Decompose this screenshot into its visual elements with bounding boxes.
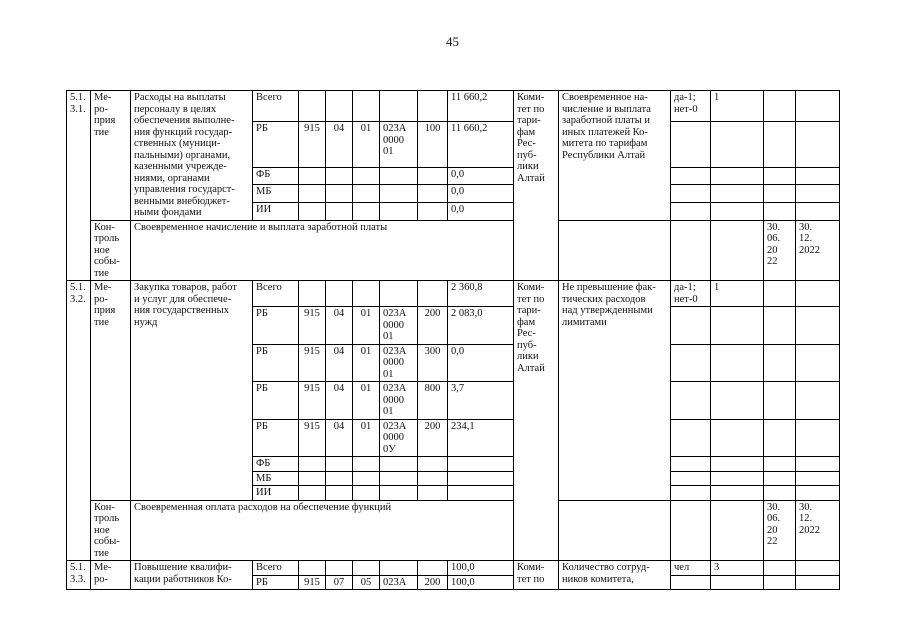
empty-cell	[671, 307, 711, 345]
control-event-row	[67, 220, 840, 281]
empty-cell	[764, 575, 796, 590]
control-date-end: 30. 12. 2022	[796, 220, 840, 281]
empty-cell	[796, 457, 840, 472]
section-code	[326, 471, 353, 486]
target-article-code: 023А 0000 01	[380, 382, 418, 420]
item-name: Закупка товаров, работ и услуг для обеспече- ния государственных нужд	[131, 281, 253, 501]
indicator-value: 3	[711, 561, 764, 576]
empty-cell	[671, 575, 711, 590]
target-article-code: 023А 0000 01	[380, 122, 418, 167]
expense-type-code	[418, 561, 448, 576]
funding-source: РБ	[253, 122, 299, 167]
table-row	[67, 91, 840, 122]
item-name: Расходы на выплаты персоналу в целях обеспечения выполне- ния функций государ- ственных (муници- пальными) органами, казенными учрежде- ниями, органами управления государст- венными внебюджет- ными фондами	[131, 91, 253, 221]
indicator-unit: да-1; нет-0	[671, 91, 711, 122]
table-row	[67, 281, 840, 307]
expense-type-code	[418, 457, 448, 472]
empty-cell	[711, 122, 764, 167]
empty-cell	[711, 307, 764, 345]
control-event-type: Кон- троль ное собы- тие	[91, 500, 131, 561]
empty-cell	[764, 91, 796, 122]
amount: 2 083,0	[448, 307, 514, 345]
indicator-value: 1	[711, 281, 764, 307]
funding-source: ИИ	[253, 202, 299, 220]
grbs-code	[299, 167, 326, 185]
funding-source: ФБ	[253, 457, 299, 472]
section-code	[326, 202, 353, 220]
empty-cell	[796, 307, 840, 345]
amount: 0,0	[448, 344, 514, 382]
target-article-code	[380, 457, 418, 472]
empty-cell	[711, 185, 764, 203]
amount	[448, 457, 514, 472]
expected-result: Количество сотруд- ников комитета,	[559, 561, 671, 590]
expense-type-code	[418, 185, 448, 203]
target-article-code	[380, 486, 418, 501]
section-code: 04	[326, 344, 353, 382]
target-article-code	[380, 167, 418, 185]
subsection-code: 01	[353, 419, 380, 457]
expense-type-code: 200	[418, 575, 448, 590]
amount: 3,7	[448, 382, 514, 420]
expense-type-code	[418, 281, 448, 307]
empty-cell	[711, 382, 764, 420]
section-code	[326, 457, 353, 472]
amount: 0,0	[448, 202, 514, 220]
subsection-code: 01	[353, 307, 380, 345]
empty-cell	[764, 382, 796, 420]
empty-cell	[671, 167, 711, 185]
funding-source: РБ	[253, 344, 299, 382]
amount: 11 660,2	[448, 91, 514, 122]
empty-cell	[711, 457, 764, 472]
expense-type-code: 200	[418, 419, 448, 457]
expected-result: Своевременное на- числение и выплата заработной платы и иных платежей Ко- митета по тарифам Республики Алтай	[559, 91, 671, 221]
empty-cell	[559, 500, 671, 561]
section-code: 07	[326, 575, 353, 590]
funding-source: Всего	[253, 281, 299, 307]
amount: 11 660,2	[448, 122, 514, 167]
section-code	[326, 167, 353, 185]
target-article-code	[380, 202, 418, 220]
expense-type-code: 200	[418, 307, 448, 345]
item-number: 5.1. 3.3.	[67, 561, 91, 590]
empty-cell	[711, 419, 764, 457]
control-event-row	[67, 500, 840, 561]
funding-source: РБ	[253, 307, 299, 345]
empty-cell	[764, 122, 796, 167]
amount: 2 360,8	[448, 281, 514, 307]
empty-cell	[764, 167, 796, 185]
grbs-code	[299, 202, 326, 220]
amount: 0,0	[448, 185, 514, 203]
grbs-code: 915	[299, 344, 326, 382]
grbs-code: 915	[299, 122, 326, 167]
subsection-code	[353, 202, 380, 220]
empty-cell	[711, 344, 764, 382]
empty-cell	[796, 167, 840, 185]
expense-type-code	[418, 91, 448, 122]
target-article-code: 023А 0000 01	[380, 344, 418, 382]
grbs-code: 915	[299, 382, 326, 420]
control-date-start: 30. 06. 20 22	[764, 220, 796, 281]
empty-cell	[796, 382, 840, 420]
subsection-code	[353, 471, 380, 486]
target-article-code	[380, 91, 418, 122]
empty-cell	[796, 419, 840, 457]
item-type: Ме- ро- прия тие	[91, 91, 131, 221]
empty-cell	[796, 471, 840, 486]
section-code	[326, 281, 353, 307]
section-code	[326, 91, 353, 122]
item-type: Ме- ро-	[91, 561, 131, 590]
control-event-type: Кон- троль ное собы- тие	[91, 220, 131, 281]
section-code: 04	[326, 382, 353, 420]
funding-source: ИИ	[253, 486, 299, 501]
empty-cell	[796, 344, 840, 382]
empty-cell	[796, 202, 840, 220]
subsection-code	[353, 486, 380, 501]
item-name: Повышение квалифи- кации работников Ко-	[131, 561, 253, 590]
section-code	[326, 561, 353, 576]
empty-cell	[671, 500, 711, 561]
empty-cell	[711, 575, 764, 590]
target-article-code	[380, 471, 418, 486]
funding-source: РБ	[253, 419, 299, 457]
page-number: 45	[446, 34, 459, 49]
target-article-code: 023А 0000 01	[380, 307, 418, 345]
grbs-code: 915	[299, 575, 326, 590]
empty-cell	[671, 122, 711, 167]
grbs-code	[299, 471, 326, 486]
item-type: Ме- ро- прия тие	[91, 281, 131, 501]
subsection-code: 01	[353, 382, 380, 420]
section-code: 04	[326, 419, 353, 457]
empty-cell	[671, 471, 711, 486]
indicator-value: 1	[711, 91, 764, 122]
target-article-code	[380, 185, 418, 203]
empty-cell	[796, 185, 840, 203]
subsection-code: 01	[353, 344, 380, 382]
empty-cell	[559, 220, 671, 281]
empty-cell	[764, 202, 796, 220]
subsection-code	[353, 561, 380, 576]
empty-cell	[796, 91, 840, 122]
empty-cell	[764, 419, 796, 457]
empty-cell	[671, 185, 711, 203]
grbs-code: 915	[299, 307, 326, 345]
section-code	[326, 486, 353, 501]
empty-cell	[711, 486, 764, 501]
table-row	[67, 561, 840, 576]
control-event-text: Своевременное начисление и выплата заработной платы	[131, 220, 514, 281]
expense-type-code: 100	[418, 122, 448, 167]
funding-source: МБ	[253, 185, 299, 203]
expense-type-code	[418, 471, 448, 486]
control-date-end: 30. 12. 2022	[796, 500, 840, 561]
empty-cell	[764, 561, 796, 576]
empty-cell	[796, 561, 840, 576]
grbs-code	[299, 457, 326, 472]
grbs-code	[299, 91, 326, 122]
expense-type-code	[418, 202, 448, 220]
empty-cell	[764, 185, 796, 203]
executor: Коми- тет по	[514, 561, 559, 590]
empty-cell	[796, 575, 840, 590]
amount	[448, 486, 514, 501]
amount: 100,0	[448, 575, 514, 590]
empty-cell	[671, 486, 711, 501]
empty-cell	[671, 419, 711, 457]
empty-cell	[764, 471, 796, 486]
funding-source: ФБ	[253, 167, 299, 185]
empty-cell	[764, 486, 796, 501]
indicator-unit: да-1; нет-0	[671, 281, 711, 307]
expense-type-code: 300	[418, 344, 448, 382]
empty-cell	[671, 344, 711, 382]
amount: 100,0	[448, 561, 514, 576]
funding-source: Всего	[253, 91, 299, 122]
empty-cell	[796, 486, 840, 501]
subsection-code	[353, 185, 380, 203]
grbs-code	[299, 561, 326, 576]
subsection-code	[353, 457, 380, 472]
target-article-code	[380, 281, 418, 307]
empty-cell	[711, 220, 764, 281]
empty-cell	[711, 471, 764, 486]
item-number: 5.1. 3.2.	[67, 281, 91, 561]
executor: Коми- тет по тари- фам Рес- пуб- лики Алтай	[514, 91, 559, 281]
funding-source: РБ	[253, 382, 299, 420]
grbs-code: 915	[299, 419, 326, 457]
section-code	[326, 185, 353, 203]
empty-cell	[796, 122, 840, 167]
funding-source: Всего	[253, 561, 299, 576]
empty-cell	[711, 167, 764, 185]
empty-cell	[711, 500, 764, 561]
grbs-code	[299, 486, 326, 501]
expense-type-code	[418, 167, 448, 185]
empty-cell	[711, 202, 764, 220]
empty-cell	[671, 382, 711, 420]
empty-cell	[764, 344, 796, 382]
target-article-code: 023А	[380, 575, 418, 590]
empty-cell	[796, 281, 840, 307]
amount: 0,0	[448, 167, 514, 185]
target-article-code: 023А 0000 0У	[380, 419, 418, 457]
funding-source: РБ	[253, 575, 299, 590]
indicator-unit: чел	[671, 561, 711, 576]
subsection-code: 01	[353, 122, 380, 167]
expected-result: Не превышение фак- тических расходов над утвержденными лимитами	[559, 281, 671, 501]
subsection-code	[353, 91, 380, 122]
empty-cell	[671, 202, 711, 220]
subsection-code	[353, 281, 380, 307]
subsection-code: 05	[353, 575, 380, 590]
item-number: 5.1. 3.1.	[67, 91, 91, 281]
target-article-code	[380, 561, 418, 576]
expense-type-code: 800	[418, 382, 448, 420]
executor: Коми- тет по тари- фам Рес- пуб- лики Алтай	[514, 281, 559, 561]
expense-type-code	[418, 486, 448, 501]
amount: 234,1	[448, 419, 514, 457]
empty-cell	[671, 220, 711, 281]
control-date-start: 30. 06. 20 22	[764, 500, 796, 561]
section-code: 04	[326, 122, 353, 167]
amount	[448, 471, 514, 486]
empty-cell	[764, 307, 796, 345]
budget-table	[66, 90, 840, 590]
empty-cell	[671, 457, 711, 472]
funding-source: МБ	[253, 471, 299, 486]
section-code: 04	[326, 307, 353, 345]
grbs-code	[299, 185, 326, 203]
empty-cell	[764, 281, 796, 307]
subsection-code	[353, 167, 380, 185]
control-event-text: Своевременная оплата расходов на обеспечение функций	[131, 500, 514, 561]
grbs-code	[299, 281, 326, 307]
empty-cell	[764, 457, 796, 472]
